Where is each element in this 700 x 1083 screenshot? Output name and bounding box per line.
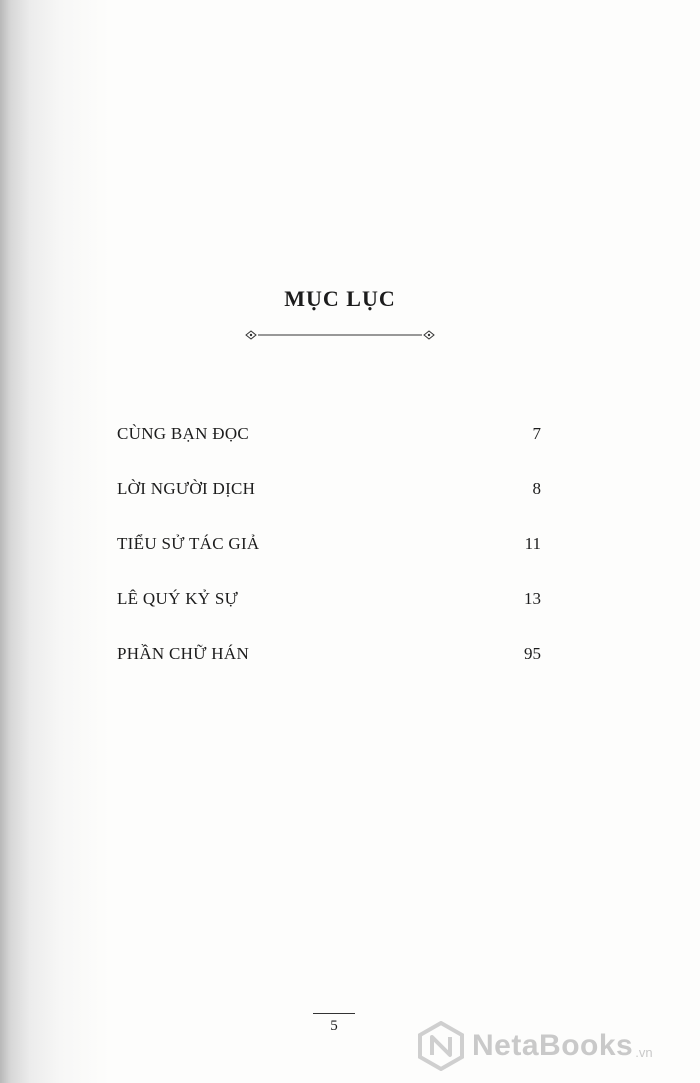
footer-rule [313,1013,355,1014]
toc-entry-page: 95 [524,644,541,663]
toc-entry[interactable] [117,644,541,699]
page-title: MỤC LỤC [284,286,396,311]
toc-entry[interactable] [117,589,541,644]
toc-entry[interactable] [117,534,541,589]
toc-list [117,424,541,699]
divider-ornament [244,328,436,342]
toc-entry-page: 11 [524,534,541,553]
toc-entry-page: 7 [532,424,541,443]
toc-entry[interactable] [117,479,541,534]
watermark-suffix: .vn [635,1044,653,1060]
toc-entry-page: 13 [524,589,541,608]
netabooks-logo-icon [418,1021,464,1071]
toc-entry-label: LÊ QUÝ KỶ SỰ [117,589,239,608]
page-number: 5 [330,1018,338,1034]
toc-entry-label: PHẦN CHỮ HÁN [117,644,250,663]
toc-entry-label: LỜI NGƯỜI DỊCH [117,479,256,498]
toc-entry-label: TIỂU SỬ TÁC GIẢ [117,534,260,553]
toc-entry-page: 8 [532,479,541,498]
watermark [418,1018,653,1074]
toc-entry-label: CÙNG BẠN ĐỌC [117,424,250,443]
watermark-brand: NetaBooks [472,1029,634,1062]
toc-entry[interactable] [117,424,541,479]
